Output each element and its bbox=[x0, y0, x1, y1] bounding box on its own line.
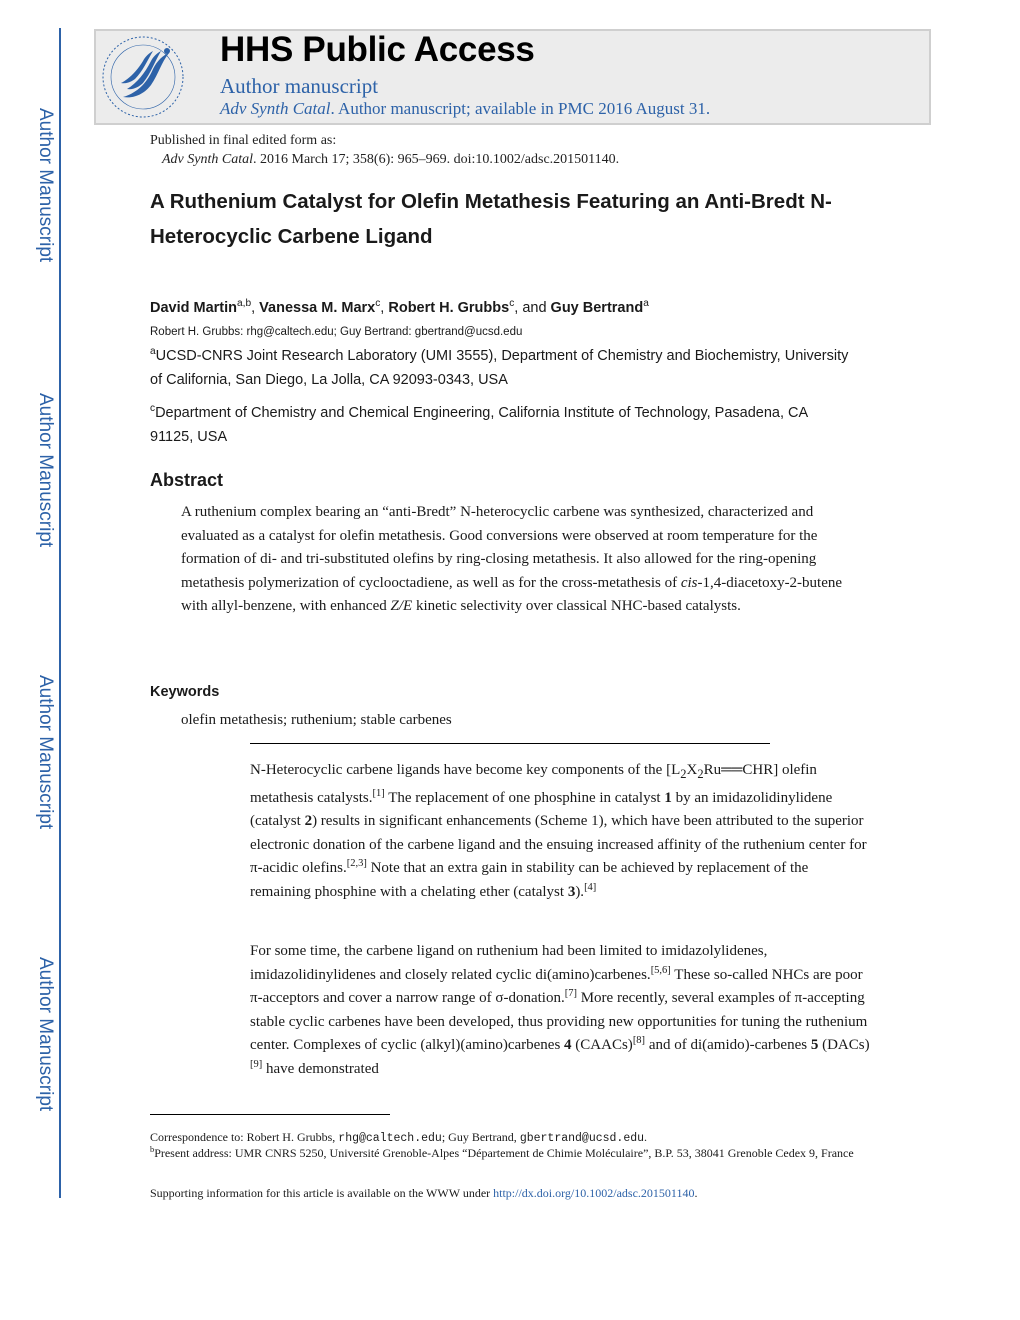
subscript: 2 bbox=[697, 767, 704, 781]
affiliation-mark: c bbox=[150, 403, 156, 415]
abstract-fragment: kinetic selectivity over classical NHC-based catalysts. bbox=[412, 598, 741, 614]
footnote-correspondence bbox=[150, 1130, 870, 1146]
footnote-text: Supporting information for this article is available on the WWW under bbox=[150, 1186, 494, 1200]
author-affiliation-mark: a,b bbox=[237, 298, 252, 310]
keywords-text: olefin metathesis; ruthenium; stable carbenes bbox=[181, 712, 452, 728]
side-label-author-manuscript: Author Manuscript bbox=[35, 957, 56, 1112]
citation-ref[interactable]: [4] bbox=[584, 881, 597, 893]
text-fragment: (DACs) bbox=[818, 1037, 870, 1053]
journal-name: Adv Synth Catal bbox=[162, 152, 253, 167]
footnote-supporting-info bbox=[150, 1186, 870, 1201]
published-citation bbox=[162, 152, 619, 168]
abstract-fragment: A ruthenium complex bearing an “anti-Bredt” N-heterocyclic carbene was synthesized, characterized and evaluated as a catalyst for olefin metathesis. Good conversions were observed at room temperature for the formation of di- and tri-substituted olefins by ring-closing metathesis. It also allowed for the ring-opening metathesis polymerization of cyclooctadiene, as well as for the cross-metathesis of bbox=[181, 504, 818, 591]
text-fragment: The replacement of one phosphine in catalyst bbox=[384, 789, 665, 806]
text-fragment: X bbox=[686, 762, 698, 778]
affiliation bbox=[150, 401, 850, 449]
footnote-mark: b bbox=[150, 1145, 155, 1154]
compound-number: 4 bbox=[564, 1037, 572, 1053]
abstract-italic: cis bbox=[680, 574, 698, 591]
author-affiliation-mark: a bbox=[643, 298, 649, 310]
greek-symbol: π bbox=[250, 860, 258, 876]
subscript: 2 bbox=[680, 767, 687, 781]
text-fragment: (CAACs) bbox=[571, 1037, 633, 1053]
author-separator: , and bbox=[514, 300, 551, 316]
citation-ref[interactable]: [2,3] bbox=[346, 858, 367, 869]
side-label-author-manuscript: Author Manuscript bbox=[35, 108, 56, 263]
text-fragment: have demonstrated bbox=[262, 1060, 379, 1077]
text-fragment: More recently, several examples of bbox=[576, 990, 795, 1006]
body-paragraph bbox=[250, 759, 870, 904]
footnote-present-address bbox=[150, 1146, 870, 1161]
body-paragraph bbox=[250, 940, 870, 1081]
text-fragment: by an imidazolidinylidene (catalyst bbox=[250, 789, 833, 829]
text-fragment: For some time, the carbene ligand on ruthenium had been limited to imidazolylidenes, imidazolidinylidenes and closely related cyclic di(amino)carbenes. bbox=[250, 943, 768, 983]
text-fragment: CHR] olefin metathesis catalysts. bbox=[250, 762, 817, 806]
author-affiliation-mark: c bbox=[375, 298, 381, 310]
pmc-citation bbox=[220, 99, 710, 119]
citation-text: . Author manuscript; available in PMC 2016 August 31. bbox=[330, 99, 711, 118]
compound-number: 5 bbox=[810, 1037, 819, 1053]
footnote-divider bbox=[150, 1114, 390, 1115]
author-list bbox=[150, 300, 649, 316]
text-fragment: -donation. bbox=[503, 990, 565, 1006]
footnote-text: ; Guy Bertrand, bbox=[441, 1130, 520, 1144]
greek-symbol: σ bbox=[495, 990, 504, 1006]
published-label: Published in final edited form as: bbox=[150, 133, 337, 148]
text-fragment: -acidic olefins. bbox=[257, 860, 347, 876]
page-title: HHS Public Access bbox=[220, 30, 535, 69]
journal-name: Adv Synth Catal bbox=[220, 99, 331, 118]
compound-number: 3 bbox=[567, 883, 576, 900]
author-emails: Robert H. Grubbs: rhg@caltech.edu; Guy Bertrand: gbertrand@ucsd.edu bbox=[150, 326, 523, 338]
author-separator: , bbox=[251, 300, 260, 316]
affiliation bbox=[150, 344, 850, 392]
text-fragment: Note that an extra gain in stability can be achieved by replacement of the remaining phosphine with a chelating ether (catalyst bbox=[250, 860, 809, 900]
article-title: A Ruthenium Catalyst for Olefin Metathesis Featuring an Anti-Bredt N-Heterocyclic Carbene Ligand bbox=[150, 190, 832, 248]
author-name: Guy Bertrand bbox=[550, 300, 644, 316]
text-fragment: -accepting stable cyclic carbenes have been developed, thus providing new opportunities for tuning the ruthenium center. Complexes of cyclic (alkyl)(amino)carbenes bbox=[250, 990, 868, 1053]
footnote-text: Present address: UMR CNRS 5250, Université Grenoble-Alpes “Département de Chimie Moléculaire”, B.P. 53, 38041 Grenoble Cedex 9, France bbox=[154, 1146, 854, 1160]
greek-symbol: π bbox=[250, 990, 258, 1006]
email-link[interactable]: rhg@caltech.edu bbox=[338, 1132, 442, 1145]
author-affiliation-mark: c bbox=[509, 298, 515, 310]
affiliation-mark: a bbox=[150, 346, 156, 358]
text-fragment: ) results in significant enhancements (Scheme 1), which have been attributed to the superior electronic donation of the carbene ligand and the ensuing increased affinity of the ruthenium center for bbox=[250, 813, 867, 853]
citation-ref[interactable]: [5,6] bbox=[650, 964, 671, 976]
text-fragment: Ru bbox=[703, 762, 722, 778]
hhs-eagle-logo-icon bbox=[97, 33, 189, 121]
abstract-heading: Abstract bbox=[150, 470, 224, 490]
body-divider bbox=[250, 743, 770, 744]
footnote-text: Correspondence to: Robert H. Grubbs, bbox=[150, 1130, 339, 1144]
keywords-heading: Keywords bbox=[150, 684, 220, 700]
compound-number: 2 bbox=[304, 813, 313, 829]
text-fragment: -acceptors and cover a narrow range of bbox=[257, 990, 496, 1006]
author-name: David Martin bbox=[150, 300, 238, 316]
greek-symbol: π bbox=[794, 990, 803, 1006]
doi-link[interactable]: http://dx.doi.org/10.1002/adsc.201501140 bbox=[493, 1186, 695, 1200]
affiliation-text: Department of Chemistry and Chemical Engineering, California Institute of Technology, Pasadena, CA 91125, USA bbox=[150, 405, 808, 445]
side-label-author-manuscript: Author Manuscript bbox=[35, 393, 56, 548]
affiliation-text: UCSD-CNRS Joint Research Laboratory (UMI 3555), Department of Chemistry and Biochemistry, University of California, San Diego, La Jolla, CA 92093-0343, USA bbox=[150, 348, 849, 388]
text-fragment: These so-called NHCs are poor bbox=[670, 966, 863, 983]
citation-details: . 2016 March 17; 358(6): 965–969. doi:10.1002/adsc.201501140. bbox=[253, 152, 620, 167]
abstract-text bbox=[181, 501, 846, 619]
text-fragment: ). bbox=[575, 883, 585, 900]
abstract-italic: Z/E bbox=[390, 598, 413, 614]
email-link[interactable]: gbertrand@ucsd.edu bbox=[519, 1132, 645, 1145]
author-name: Robert H. Grubbs bbox=[388, 300, 510, 316]
manuscript-subtitle: Author manuscript bbox=[220, 74, 379, 98]
citation-ref[interactable]: [1] bbox=[372, 787, 385, 799]
citation-ref[interactable]: [8] bbox=[632, 1035, 646, 1046]
double-bond-symbol: ══ bbox=[721, 762, 743, 778]
abstract-fragment: -1,4-diacetoxy-2-butene with allyl-benzene, with enhanced bbox=[181, 574, 843, 614]
text-fragment: N-Heterocyclic carbene ligands have become key components of the [L bbox=[250, 762, 681, 778]
text-fragment: and of di(amido)-carbenes bbox=[645, 1037, 811, 1053]
footnote-text: . bbox=[694, 1186, 698, 1200]
citation-ref[interactable]: [7] bbox=[564, 988, 577, 999]
compound-number: 1 bbox=[664, 789, 672, 806]
author-separator: , bbox=[380, 300, 389, 316]
citation-ref[interactable]: [9] bbox=[250, 1058, 263, 1070]
side-label-author-manuscript: Author Manuscript bbox=[35, 675, 56, 830]
footnote-text: . bbox=[644, 1130, 648, 1144]
author-name: Vanessa M. Marx bbox=[259, 300, 376, 316]
